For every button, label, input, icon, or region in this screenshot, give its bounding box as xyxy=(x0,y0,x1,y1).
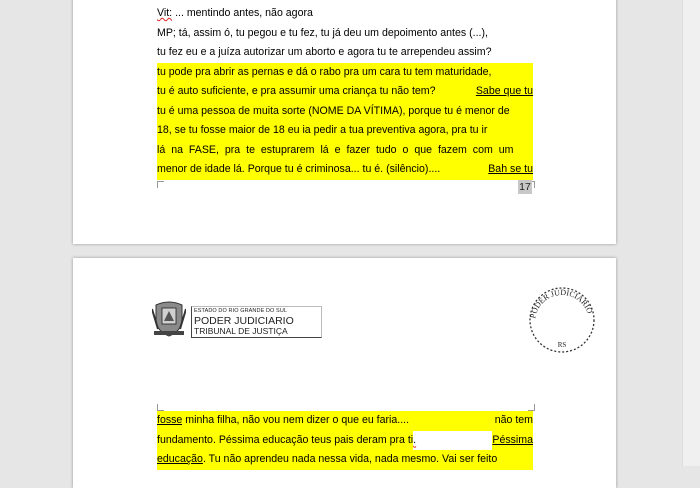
highlighted-text: lá na FASE, pra te estuprarem lá e fazer tudo o que fazem com um xyxy=(157,141,533,161)
text-line xyxy=(157,431,533,451)
header-court: TRIBUNAL DE JUSTIÇA xyxy=(194,326,288,336)
highlighted-text: não tem xyxy=(412,411,533,431)
speaker-label: Vit: xyxy=(157,7,173,19)
highlighted-underlined-text: Péssima xyxy=(492,431,533,451)
court-seal-stamp xyxy=(527,278,597,358)
document-page-18 xyxy=(73,258,616,488)
line-text: MP; tá, assim ó, tu pegou e tu fez, tu já deu um depoimento antes (...), xyxy=(157,26,488,39)
page-text[interactable] xyxy=(157,411,533,470)
highlighted-text: . Tu não aprendeu nada nessa vida, nada mesmo. Vai ser feito xyxy=(203,450,533,470)
highlighted-text: minha filha, não vou nem dizer o que eu faria.... xyxy=(182,411,412,431)
coat-of-arms-icon xyxy=(152,299,186,337)
text-line xyxy=(157,141,533,161)
text-line xyxy=(157,411,533,431)
text-line xyxy=(157,4,533,24)
line-text: ... mentindo antes, não agora xyxy=(172,7,313,19)
highlighted-text: menor de idade lá. Porque tu é criminosa... tu é. (silêncio).... xyxy=(157,160,443,180)
page-text[interactable] xyxy=(157,4,533,180)
highlighted-text: tu é uma pessoa de muita sorte (NOME DA VÍTIMA), porque tu é menor de xyxy=(157,102,533,122)
text-line xyxy=(157,63,533,83)
header-state: ESTADO DO RIO GRANDE DO SUL xyxy=(194,308,288,314)
header-branch: PODER JUDICIARIO xyxy=(194,315,294,327)
margin-corner-mark xyxy=(157,404,164,411)
margin-corner-mark xyxy=(528,404,535,411)
text-line xyxy=(157,160,533,180)
highlighted-text: tu é auto suficiente, e pra assumir uma criança tu não tem? xyxy=(157,82,438,102)
highlighted-text: 18, se tu fosse maior de 18 eu ia pedir a tua preventiva agora, pra tu ir xyxy=(157,121,533,141)
text-line xyxy=(157,43,533,63)
page-number: 17 xyxy=(519,181,531,193)
court-header xyxy=(191,306,322,338)
svg-text:PODER JUDICIARIO xyxy=(528,288,594,319)
text-line xyxy=(157,450,533,470)
text-line xyxy=(157,24,533,44)
document-page-17 xyxy=(73,0,616,244)
highlighted-text: fundamento. Péssima educação teus pais deram pra ti xyxy=(157,431,413,451)
text-line xyxy=(157,121,533,141)
line-text: . xyxy=(413,433,417,446)
text-line xyxy=(157,102,533,122)
highlighted-underlined-text: educação xyxy=(157,450,203,470)
margin-corner-mark xyxy=(157,181,164,188)
highlighted-text: tu pode pra abrir as pernas e dá o rabo pra um cara tu tem maturidade, xyxy=(157,63,533,83)
highlighted-underlined-text: fosse xyxy=(157,411,182,431)
highlighted-underlined-text: Bah se tu xyxy=(443,160,533,180)
highlighted-underlined-text: Sabe que tu xyxy=(438,82,533,102)
vertical-scrollbar[interactable] xyxy=(682,0,700,466)
text-line xyxy=(157,82,533,102)
stamp-arc-text: PODER JUDICIARIO xyxy=(528,287,595,320)
stamp-bottom-text: RS xyxy=(557,341,567,349)
line-text: tu fez eu e a juíza autorizar um aborto e agora tu te arrependeu assim? xyxy=(157,46,492,58)
